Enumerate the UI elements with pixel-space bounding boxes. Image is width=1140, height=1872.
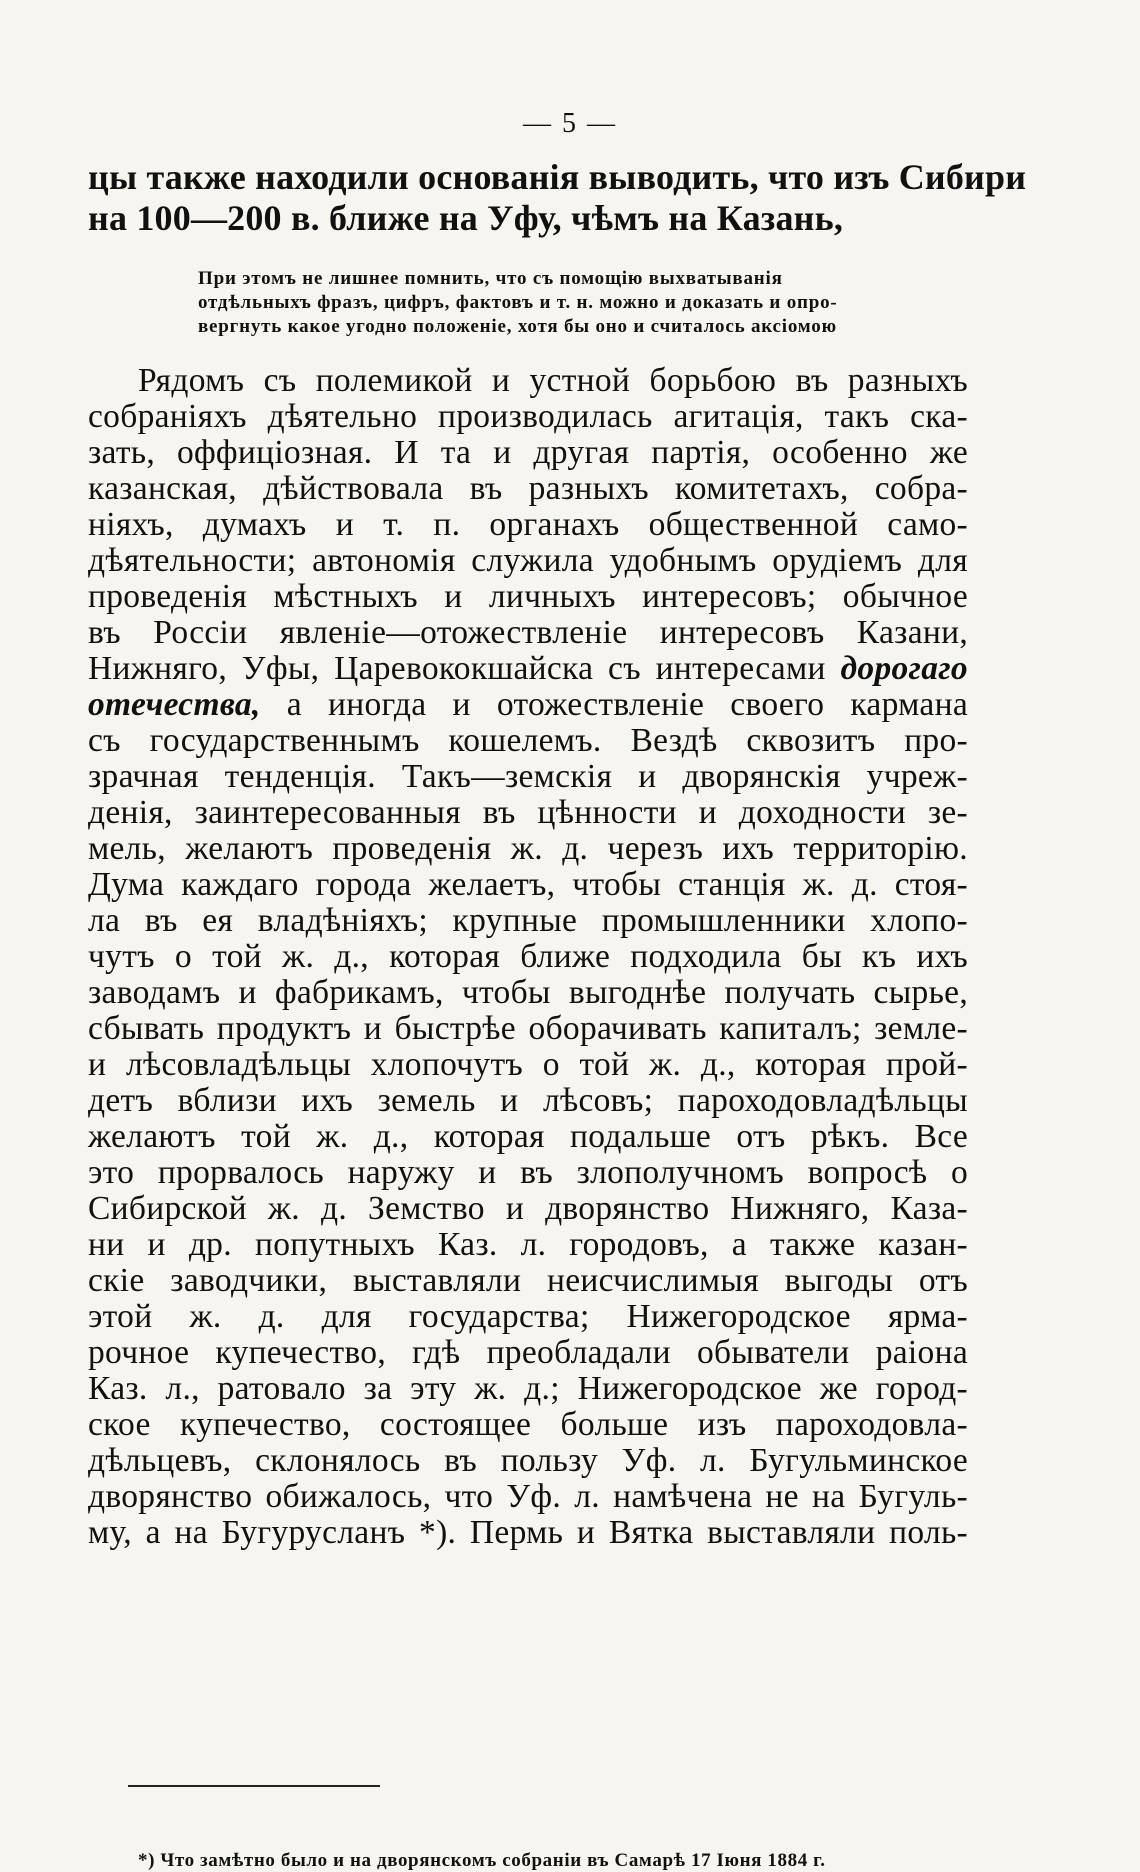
text-line: это прорвалось наружу и въ злополучномъ вопросѣ о — [88, 1154, 968, 1191]
text-line: дѣльцевъ, склонялось въ пользу Уф. л. Бугульминское — [88, 1442, 968, 1479]
text-line: проведенія мѣстныхъ и личныхъ интересовъ; обычное — [88, 578, 968, 615]
italic-text: дорогаго — [840, 650, 968, 687]
text-line: сбывать продуктъ и быстрѣе оборачивать капиталъ; земле- — [88, 1010, 968, 1047]
quote-line: При этомъ не лишнее помнить, что съ помощію выхватыванія — [198, 268, 783, 289]
text-line: на 100—200 в. ближе на Уфу, чѣмъ на Казань, — [88, 198, 844, 238]
text-line: Сибирской ж. д. Земство и дворянство Нижняго, Каза- — [88, 1190, 968, 1227]
page-number: — 5 — — [523, 108, 617, 139]
text-line: чутъ о той ж. д., которая ближе подходила бы къ ихъ — [88, 938, 968, 975]
text-line: и лѣсовладѣльцы хлопочутъ о той ж. д., которая прой- — [88, 1046, 968, 1083]
text-line: ла въ ея владѣніяхъ; крупные промышленники хлопо- — [88, 902, 968, 939]
text-line: съ государственнымъ кошелемъ. Вездѣ сквозитъ про- — [88, 722, 968, 759]
text-line: зать, оффиціозная. И та и другая партія, особенно же — [88, 434, 968, 471]
footnote: *) Что замѣтно было и на дворянскомъ собраніи въ Самарѣ 17 Іюня 1884 г. — [138, 1850, 826, 1871]
text-line: въ Россіи явленіе—отожествленіе интересовъ Казани, — [88, 614, 968, 651]
text-line: дворянство обижалось, что Уф. л. намѣчена не на Бугуль- — [88, 1478, 968, 1515]
text-line: рочное купечество, гдѣ преобладали обыватели раіона — [88, 1334, 968, 1371]
text-line: собраніяхъ дѣятельно производилась агитація, такъ ска- — [88, 398, 968, 435]
text-line: му, а на Бугурусланъ *). Пермь и Вятка выставляли поль- — [88, 1514, 968, 1551]
text-line: Рядомъ съ полемикой и устной борьбою въ разныхъ — [138, 362, 968, 399]
text-line: цы также находили основанія выводить, что изъ Сибири — [88, 157, 1027, 197]
text-line: казанская, дѣйствовала въ разныхъ комитетахъ, собра- — [88, 470, 968, 507]
text-line: ское купечество, состоящее больше изъ пароходовла- — [88, 1406, 968, 1443]
text-line: зрачная тенденція. Такъ—земскія и дворянскія учреж- — [88, 758, 968, 795]
text-line: детъ вблизи ихъ земель и лѣсовъ; пароходовладѣльцы — [88, 1082, 968, 1119]
text-line: ніяхъ, думахъ и т. п. органахъ общественной само- — [88, 506, 968, 543]
text-line: скіе заводчики, выставляли неисчислимыя выгоды отъ — [88, 1262, 968, 1299]
text-line: Дума каждаго города желаетъ, чтобы станція ж. д. стоя- — [88, 866, 968, 903]
text-line — [88, 686, 968, 724]
footnote-divider — [128, 1785, 380, 1787]
italic-text: отечества, — [88, 686, 261, 723]
text-line: желаютъ той ж. д., которая подальше отъ рѣкъ. Все — [88, 1118, 968, 1155]
quote-line: отдѣльныхъ фразъ, цифръ, фактовъ и т. н. можно и доказать и опро- — [198, 292, 838, 313]
text-line: денія, заинтересованныя въ цѣнности и доходности зе- — [88, 794, 968, 831]
text-line: этой ж. д. для государства; Нижегородское ярма- — [88, 1298, 968, 1335]
text-line: Каз. л., ратовало за эту ж. д.; Нижегородское же город- — [88, 1370, 968, 1407]
text-line — [88, 650, 968, 688]
text-line: дѣятельности; автономія служила удобнымъ орудіемъ для — [88, 542, 968, 579]
text-line: ни и др. попутныхъ Каз. л. городовъ, а также казан- — [88, 1226, 968, 1263]
text-span: Нижняго, Уфы, Царевококшайска съ интересами — [88, 650, 826, 687]
text-span: а иногда и отожествленіе своего кармана — [286, 686, 968, 723]
quote-line: вергнуть какое угодно положеніе, хотя бы оно и считалось аксіомою — [198, 316, 837, 337]
text-line: мель, желаютъ проведенія ж. д. черезъ ихъ территорію. — [88, 830, 968, 867]
text-line: заводамъ и фабрикамъ, чтобы выгоднѣе получать сырье, — [88, 974, 968, 1011]
